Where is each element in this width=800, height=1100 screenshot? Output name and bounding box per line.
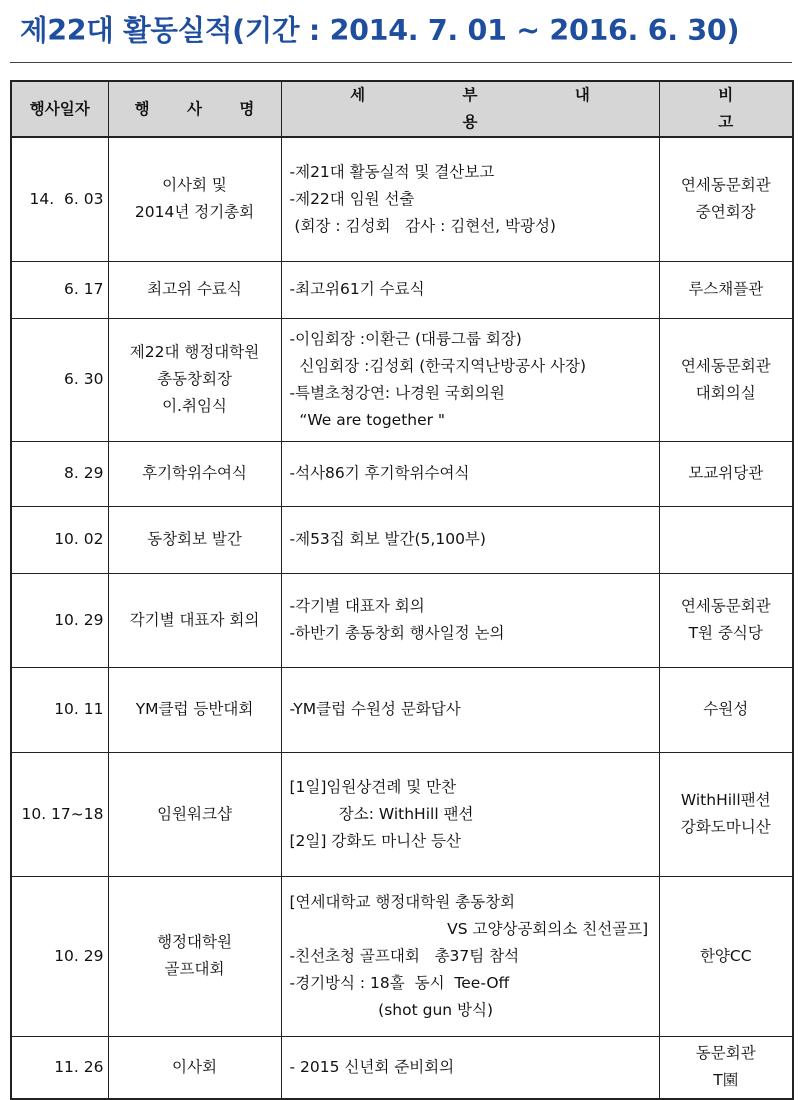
note-line: 모교위당관 [688, 464, 764, 482]
name-line: 이사회 [172, 1057, 217, 1076]
detail-line: - 2015 신년회 준비회의 [289, 1057, 455, 1076]
cell-detail [281, 318, 659, 441]
cell-date: 10. 11 [11, 667, 108, 752]
table-row [11, 1036, 793, 1099]
cell-note [659, 137, 793, 261]
name-line: 각기별 대표자 회의 [129, 610, 260, 629]
cell-name [108, 137, 281, 261]
detail-line: (회장 : 김성회 감사 : 김현선, 박광성) [289, 216, 556, 235]
detail-line: -이임회장 :이환근 (대륭그룹 회장) [289, 329, 522, 348]
header-details: 세 부 내 용 [281, 81, 659, 137]
name-line: 2014년 정기총회 [134, 203, 255, 222]
table-header-row [11, 81, 793, 137]
cell-detail [281, 667, 659, 752]
detail-line: 장소: WithHill 팬션 [289, 804, 474, 823]
detail-line: -제22대 임원 선출 [289, 189, 415, 208]
name-line: 동창회보 발간 [147, 530, 242, 548]
table-row [11, 573, 793, 667]
header-event-name: 행 사 명 [108, 81, 281, 137]
cell-name [108, 573, 281, 667]
cell-detail [281, 261, 659, 318]
table-row [11, 876, 793, 1036]
cell-name [108, 441, 281, 506]
cell-date: 10. 17~18 [11, 752, 108, 876]
cell-name [108, 261, 281, 318]
note-line: T원 중식당 [688, 624, 763, 642]
detail-line: -특별초청강연: 나경원 국회의원 [289, 383, 505, 402]
note-line: T園 [713, 1071, 739, 1090]
name-line: 이.취임식 [162, 397, 227, 415]
detail-line: -친선초청 골프대회 총37팀 참석 [289, 946, 520, 965]
cell-date: 10. 29 [11, 876, 108, 1036]
name-line: 총동창회장 [157, 370, 232, 388]
detail-line: -제21대 활동실적 및 결산보고 [289, 162, 495, 181]
cell-name [108, 752, 281, 876]
note-line: 동문회관 [695, 1044, 756, 1063]
detail-line: [연세대학교 행정대학원 총동창회 [289, 892, 516, 911]
cell-date: 6. 30 [11, 318, 108, 441]
name-line: 임원워크샵 [157, 804, 232, 823]
cell-detail [281, 137, 659, 261]
detail-line: [1일]임원상견례 및 만찬 [289, 777, 457, 796]
name-line: 골프대회 [164, 960, 225, 978]
detail-line: VS 고양상공회의소 친선골프] [289, 919, 649, 938]
name-line: 최고위 수료식 [147, 280, 242, 298]
detail-line: -석사86기 후기학위수여식 [289, 464, 470, 482]
detail-line: -경기방식 : 18홀 동시 Tee-Off [289, 973, 510, 992]
cell-date: 14. 6. 03 [11, 137, 108, 261]
cell-date: 10. 29 [11, 573, 108, 667]
cell-detail [281, 752, 659, 876]
cell-detail [281, 876, 659, 1036]
note-line: 연세동문회관 [680, 356, 771, 375]
detail-line: -제53집 회보 발간(5,100부) [289, 530, 486, 548]
detail-line: (shot gun 방식) [289, 1000, 494, 1019]
table-row [11, 667, 793, 752]
note-line: 연세동문회관 [680, 176, 771, 195]
table-body [11, 137, 793, 1099]
cell-note [659, 318, 793, 441]
activity-table [10, 80, 794, 1100]
note-line: 수원성 [703, 700, 749, 718]
cell-name [108, 1036, 281, 1099]
note-line: 대회의실 [695, 383, 756, 402]
cell-note [659, 573, 793, 667]
cell-date: 6. 17 [11, 261, 108, 318]
detail-line: -YM클럽 수원성 문화답사 [289, 700, 461, 718]
cell-name [108, 876, 281, 1036]
name-line: 후기학위수여식 [142, 464, 247, 482]
detail-line: [2일] 강화도 마니산 등산 [289, 831, 461, 850]
detail-line: -하반기 총동창회 행사일정 논의 [289, 624, 505, 642]
title-divider [10, 62, 792, 63]
cell-note [659, 261, 793, 318]
note-line: 한양CC [699, 946, 752, 965]
cell-date: 11. 26 [11, 1036, 108, 1099]
note-line: WithHill팬션 [680, 791, 771, 809]
cell-note [659, 752, 793, 876]
cell-date: 8. 29 [11, 441, 108, 506]
detail-line: 신임회장 :김성회 (한국지역난방공사 사장) [289, 356, 586, 375]
page-title: 제22대 활동실적(기간 : 2014. 7. 01 ~ 2016. 6. 30) [20, 14, 740, 47]
cell-name [108, 667, 281, 752]
name-line: YM클럽 등반대회 [135, 700, 254, 718]
table-row [11, 318, 793, 441]
cell-name [108, 506, 281, 573]
note-line: 연세동문회관 [680, 597, 771, 615]
cell-detail [281, 441, 659, 506]
cell-note [659, 441, 793, 506]
table-row [11, 752, 793, 876]
header-date: 행사일자 [11, 81, 108, 137]
name-line: 이사회 및 [162, 176, 227, 195]
detail-line: -최고위61기 수료식 [289, 280, 425, 298]
cell-detail [281, 506, 659, 573]
cell-detail [281, 573, 659, 667]
detail-line: “We are together " [289, 410, 446, 429]
cell-note [659, 1036, 793, 1099]
note-line: 루스채플관 [688, 280, 764, 298]
table-row [11, 441, 793, 506]
cell-note [659, 506, 793, 573]
table-row [11, 137, 793, 261]
header-note: 비 고 [659, 81, 793, 137]
table-row [11, 506, 793, 573]
cell-name [108, 318, 281, 441]
table-row [11, 261, 793, 318]
name-line: 행정대학원 [157, 933, 232, 951]
cell-detail [281, 1036, 659, 1099]
cell-note [659, 667, 793, 752]
cell-note [659, 876, 793, 1036]
detail-line: -각기별 대표자 회의 [289, 597, 425, 615]
note-line: 강화도마니산 [680, 818, 771, 836]
cell-date: 10. 02 [11, 506, 108, 573]
note-line: 중연회장 [695, 203, 756, 222]
name-line: 제22대 행정대학원 [129, 343, 260, 361]
